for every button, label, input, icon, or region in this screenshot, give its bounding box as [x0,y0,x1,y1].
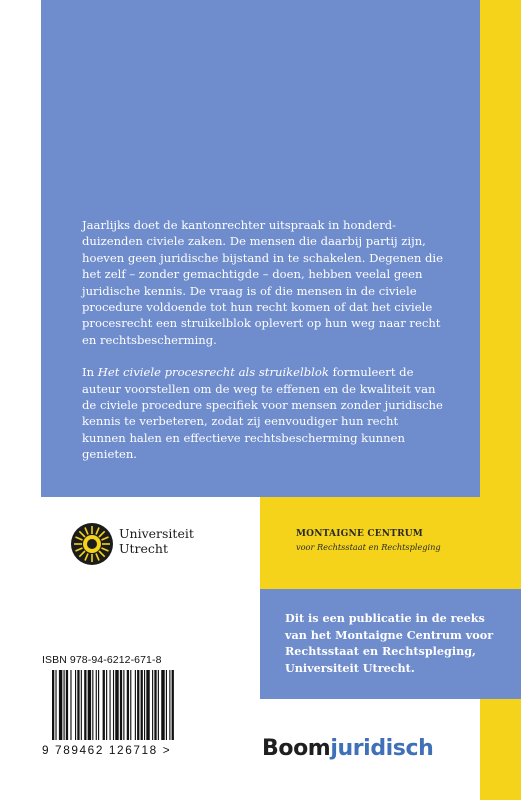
description-paragraph-2: In Het civiele procesrecht als struikelblok formuleert de auteur voorstellen om de weg te effenen en de kwaliteit van de civiele procedure specifiek voor mensen zonder juridische kennis te verbeteren, zodat zij eenvoudiger hun recht kunnen halen en effectieve rechtsbescherming kunnen genieten. [82,365,443,462]
barcode-icon [52,670,222,740]
montaigne-subtitle: voor Rechtsstaat en Rechtspleging [296,542,441,552]
description-paragraph-1: Jaarlijks doet de kantonrechter uitspraak in honderd-duizenden civiele zaken. De mensen die daarbij partij zijn, hoeven geen juridische bijstand in te schakelen. Degenen die het zelf – zonder gemachtigde – doen, hebben veelal geen juridische kennis. De vraag is of die mensen in de civiele procedure voldoende tot hun recht komen of dat het civiele procesrecht een struikelblok oplevert op hun weg naar recht en rechtsbescherming. [82,218,443,347]
university-seal-icon [70,522,114,566]
back-cover-description [82,217,444,479]
isbn-label: ISBN 978-94-6212-671-8 [42,654,162,666]
montaigne-title: MONTAIGNE CENTRUM [296,529,423,539]
publisher-logo: Boomjuridisch [262,736,434,761]
series-note: Dit is een publicatie in de reeks van het Montaigne Centrum voor Rechtsstaat en Rechtspleging, Universiteit Utrecht. [285,611,494,675]
barcode-digits: 9 789462 126718 > [42,743,172,757]
book-title: Het civiele procesrecht als struikelblok [97,365,329,380]
university-name: Universiteit Utrecht [119,526,194,556]
